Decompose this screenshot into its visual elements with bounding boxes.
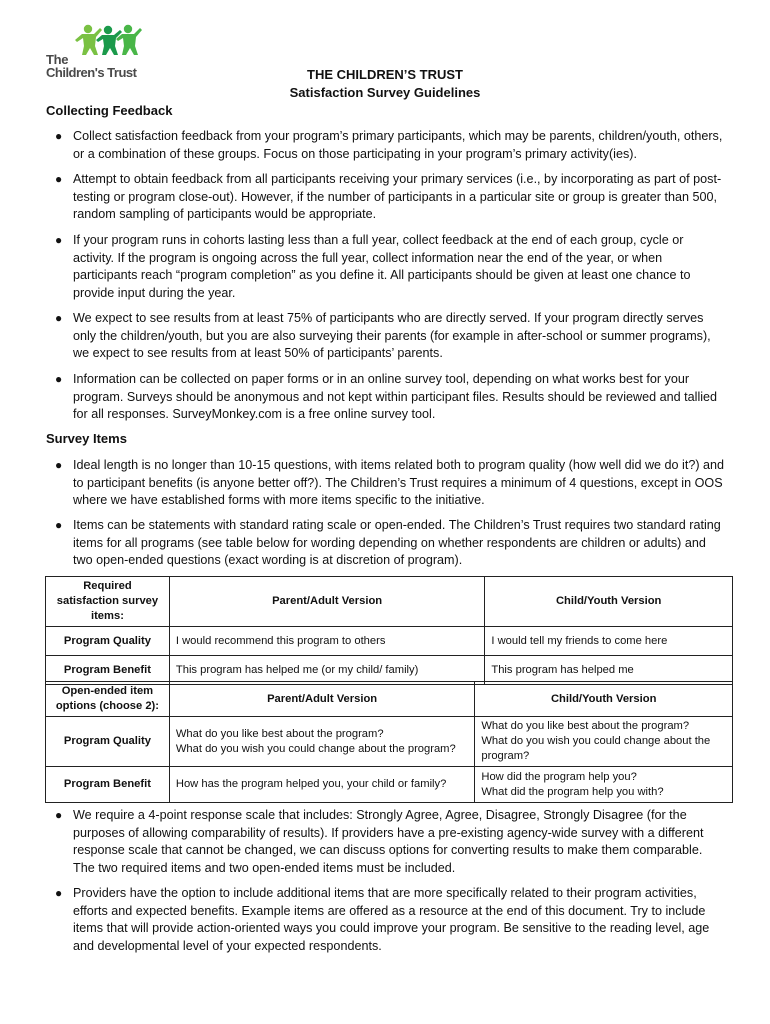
list-item [55,171,725,224]
table-row [46,627,733,656]
bullet-icon: ● [55,372,63,386]
row-label: Program Benefit [46,767,170,803]
list-item [55,232,725,302]
question-text: What do you like best about the program? [481,720,690,732]
table-header-row [46,577,733,627]
list-item [55,310,725,363]
table-header-cell: Open-ended item options (choose 2): [46,682,170,717]
title-line2: Satisfaction Survey Guidelines [289,85,481,100]
bullet-icon: ● [55,886,63,900]
list-item [55,517,725,570]
bullet-text: Providers have the option to include additional items that are more specifically related to their program activities, efforts and expected benefits. Example items are offered as a resource at the end of this document. Try to include items that will provide action-oriented ways you could improve your program. Be sensitive to the reading level, age and developmental level of your expected respondents. [73,886,710,953]
table-cell: This program has helped me [485,656,733,685]
row-label: Program Quality [46,627,170,656]
bullet-icon: ● [55,458,63,472]
logo-text-line2: Children's Trust [46,65,137,80]
bullet-text: Collect satisfaction feedback from your program’s primary participants, which may be parents, children/youth, others, or a combination of these groups. Focus on those participating in your program’s primary activity(ies). [73,129,723,161]
bullet-icon: ● [55,518,63,532]
bullet-text: We expect to see results from at least 75% of participants who are directly served. If your program directly serves only the children/youth, but you are also surveying their parents (for example in after-school or summer programs), we expect to see results from at least 50% of participants’ parents. [73,311,711,360]
table-row [46,717,733,767]
section-heading-survey-items: Survey Items [46,431,127,446]
question-text: How did the program help you? [481,770,637,783]
bullet-text: If your program runs in cohorts lasting less than a full year, collect feedback at the end of each group, cycle or activity. If the program is ongoing across the full year, collect information near the end of the year, or when participants reach “program completion” as you define it. All participants should be given at least one chance to provide input during the year. [73,233,691,300]
table-header-cell: Parent/Adult Version [169,682,475,717]
required-items-table [45,576,733,685]
question-text: What do you like best about the program? [175,727,384,740]
table-row [46,767,733,803]
bullet-icon: ● [55,808,63,822]
bullet-text: Items can be statements with standard rating scale or open-ended. The Children’s Trust requires two standard rating items for all programs (see table below for wording depending on whether respondents are children or adults) and two open-ended questions (exact wording is at discretion of program). [73,518,721,567]
bullet-icon: ● [55,172,63,186]
list-item [55,885,725,955]
table-header-cell: Parent/Adult Version [169,577,484,627]
row-label: Program Quality [46,717,170,767]
table-header-cell: Required satisfaction survey items: [46,577,170,627]
table-cell: I would recommend this program to others [169,627,484,656]
bullet-icon: ● [55,233,63,247]
table-header-row [46,682,733,717]
question-text: What do you wish you could change about the program? [481,735,711,762]
bullet-text: Attempt to obtain feedback from all participants receiving your primary services (i.e., by incorporating as part of post-testing or program close-out). However, if the number of participants in a particular site or group is greater than 500, random sampling of participants would be appropriate. [73,172,722,221]
bullet-text: Information can be collected on paper forms or in an online survey tool, depending on what works best for your program. Surveys should be anonymous and not kept within participant files. Results should be reviewed and tallied for all responses. SurveyMonkey.com is a free online survey tool. [73,372,718,421]
row-label: Program Benefit [46,656,170,685]
question-text: What did the program help you with? [481,785,664,798]
list-item [55,128,725,163]
bullet-icon: ● [55,129,63,143]
bullet-text: Ideal length is no longer than 10-15 questions, with items related both to program quality (how well did we do it?) and to participant benefits (is anyone better off?). The Children’s Trust requires a minimum of 4 questions, except in OOS where we have established forms with more items specific to the initiative. [73,458,725,507]
title-line1: THE CHILDREN’S TRUST [307,67,463,82]
table-header-cell: Child/Youth Version [485,577,733,627]
open-ended-items-table [45,681,733,803]
bullet-text: We require a 4-point response scale that includes: Strongly Agree, Agree, Disagree, Strongly Disagree (for the purposes of allowing comparability of results). If providers have a pre-existing agency-wide survey with a different response scale that cannot be changed, we can discuss options for converting results to make them comparable. The two required items and two open-ended items must be included. [73,808,704,875]
logo-text-line1: The [46,52,69,67]
list-item [55,807,725,877]
bullet-icon: ● [55,311,63,325]
question-text: What do you wish you could change about the program? [175,742,456,755]
table-cell [475,767,733,803]
table-cell: I would tell my friends to come here [485,627,733,656]
table-cell: This program has helped me (or my child/ family) [169,656,484,685]
table-cell [169,717,475,767]
table-cell [475,717,733,767]
list-item [55,371,725,424]
table-cell [169,767,475,803]
section-heading-collecting: Collecting Feedback [46,103,173,118]
question-text: How has the program helped you, your child or family? [175,778,447,790]
table-header-cell: Child/Youth Version [475,682,733,717]
document-title [0,66,770,102]
list-item [55,457,725,510]
